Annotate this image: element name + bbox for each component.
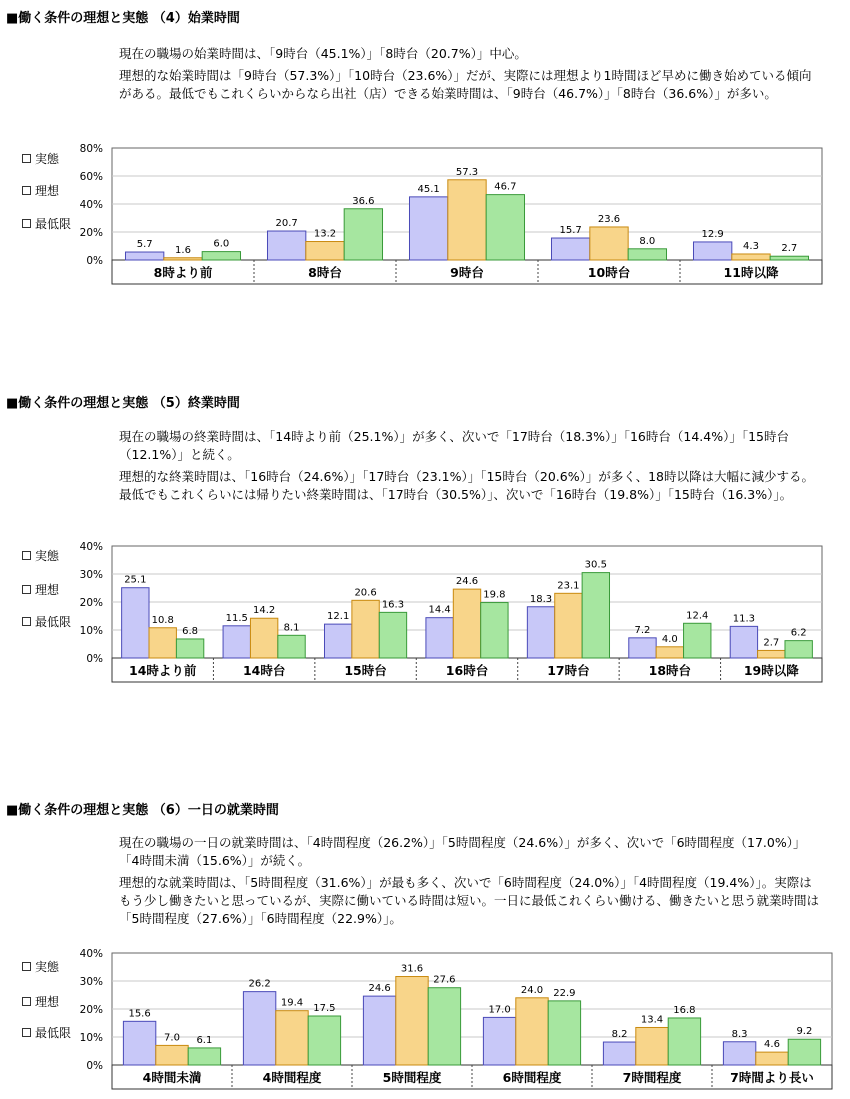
data-label: 1.6 (175, 244, 191, 256)
data-label: 20.6 (354, 587, 377, 599)
data-label: 2.7 (763, 637, 780, 649)
data-label: 24.6 (368, 983, 391, 995)
y-tick-label: 30% (79, 569, 103, 581)
y-tick-label: 0% (86, 255, 103, 267)
data-label: 7.2 (634, 624, 651, 636)
data-label: 8.1 (283, 622, 300, 634)
data-label: 2.7 (781, 243, 798, 255)
data-label: 17.0 (488, 1004, 511, 1016)
y-tick-label: 20% (79, 597, 103, 609)
data-label: 5.7 (136, 239, 153, 251)
legend-label: 理想 (35, 995, 60, 1009)
legend-label: 最低限 (35, 615, 72, 629)
bar (483, 1017, 515, 1065)
category-label: 10時台 (587, 265, 631, 280)
description-paragraph: 現在の職場の始業時間は、「9時台（45.1%）」「8時台（20.7%）」中心。 (119, 46, 527, 61)
legend-label: 実態 (35, 152, 60, 166)
legend-label: 実態 (35, 960, 60, 974)
data-label: 12.4 (686, 610, 709, 622)
y-tick-label: 80% (79, 143, 103, 155)
data-label: 24.0 (520, 984, 544, 996)
legend-label: 最低限 (35, 1026, 72, 1040)
bar (363, 996, 395, 1065)
bar (668, 1018, 700, 1065)
data-label: 7.0 (164, 1032, 180, 1044)
category-label: 8時より前 (153, 265, 213, 280)
category-label: 5時間程度 (382, 1070, 442, 1085)
legend-label: 理想 (35, 184, 60, 198)
category-label: 7時間程度 (622, 1070, 682, 1085)
description-paragraph: 理想的な終業時間は、「16時台（24.6%）」「17時台（23.1%）」「15時台（20.6%）」が多く、18時以降は大幅に減少する。最低でもこれくらいには帰りたい終業時間は、「17時台（30.5%）」、次いで「16時台（19.8%）」「15時台（16.3%）」。 (119, 469, 815, 502)
description-paragraph: 現在の職場の終業時間は、「14時より前（25.1%）」が多く、次いで「17時台（18.3%）」「16時台（14.4%）」「15時台（12.1%）」と続く。 (119, 429, 790, 462)
category-label: 9時台 (450, 265, 484, 280)
bar (636, 1027, 668, 1065)
description-paragraph: 現在の職場の一日の就業時間は、「4時間程度（26.2%）」「5時間程度（24.6%）」が多く、次いで「6時間程度（17.0%）」「4時間未満（15.6%）」が続く。 (119, 835, 806, 868)
category-label: 16時台 (445, 663, 489, 678)
data-label: 6.2 (790, 627, 807, 639)
y-tick-label: 0% (86, 1060, 103, 1072)
y-tick-label: 10% (79, 1032, 103, 1044)
data-label: 16.3 (381, 599, 405, 611)
data-label: 6.8 (182, 625, 199, 637)
data-label: 8.0 (639, 235, 656, 247)
category-label: 8時台 (308, 265, 342, 280)
category-label: 14時より前 (129, 663, 197, 678)
data-label: 25.1 (124, 574, 147, 586)
data-label: 23.6 (597, 213, 621, 225)
section-title: ■働く条件の理想と実態 （5）終業時間 (6, 396, 240, 411)
data-label: 36.6 (352, 195, 375, 207)
data-label: 46.7 (494, 181, 517, 193)
legend-label: 実態 (35, 549, 60, 563)
bar (548, 1001, 580, 1065)
category-label: 19時以降 (743, 663, 799, 678)
bar (123, 1021, 155, 1065)
data-label: 10.8 (151, 614, 174, 626)
data-label: 12.9 (701, 228, 724, 240)
y-tick-label: 0% (86, 653, 103, 665)
data-label: 4.3 (743, 240, 759, 252)
data-label: 12.1 (327, 611, 350, 623)
y-tick-label: 20% (79, 227, 103, 239)
bar (603, 1042, 635, 1065)
category-label: 4時間未満 (142, 1070, 202, 1085)
bar (243, 992, 275, 1065)
category-label: 7時間より長い (730, 1070, 814, 1085)
category-label: 11時以降 (723, 265, 779, 280)
data-label: 23.1 (557, 580, 580, 592)
data-label: 19.8 (483, 589, 506, 601)
data-label: 14.4 (428, 604, 451, 616)
data-label: 11.5 (225, 612, 248, 624)
section-title: ■働く条件の理想と実態 （4）始業時間 (6, 11, 240, 26)
data-label: 45.1 (417, 183, 440, 195)
data-label: 13.4 (640, 1014, 664, 1026)
data-label: 57.3 (455, 166, 479, 178)
data-label: 14.2 (253, 605, 276, 617)
data-label: 19.4 (280, 997, 304, 1009)
data-label: 16.8 (673, 1004, 696, 1016)
data-label: 20.7 (275, 218, 298, 230)
description-paragraph: 理想的な就業時間は、「5時間程度（31.6%）」が最も多く、次いで「6時間程度（24.0%）」「4時間程度（19.4%）」。実際はもう少し働きたいと思っているが、実際に働いている時間は短い。一日に最低これくらい働ける、働きたいと思う就業時間は「5時間程度（27.6%）」「6時間程度（22.9%）」。 (119, 875, 820, 926)
bar (276, 1011, 308, 1065)
category-label: 17時台 (547, 663, 590, 678)
bar (788, 1039, 820, 1065)
category-label: 6時間程度 (502, 1070, 562, 1085)
category-label: 4時間程度 (262, 1070, 322, 1085)
data-label: 4.6 (764, 1039, 780, 1051)
data-label: 27.6 (433, 974, 456, 986)
description-paragraph: 理想的な始業時間は「9時台（57.3%）」「10時台（23.6%）」だが、実際には理想より1時間ほど早めに働き始めている傾向がある。最低でもこれくらいからなら出社（店）できる始業時間は、「9時台（46.7%）」「8時台（36.6%）」が多い。 (119, 68, 812, 101)
data-label: 31.6 (400, 963, 424, 975)
y-tick-label: 40% (79, 541, 103, 553)
bar (723, 1042, 755, 1065)
data-label: 11.3 (732, 613, 756, 625)
data-label: 6.0 (213, 238, 230, 250)
data-label: 9.2 (796, 1026, 813, 1038)
section-title: ■働く条件の理想と実態 （6）一日の就業時間 (6, 803, 279, 818)
category-label: 15時台 (344, 663, 387, 678)
category-label: 18時台 (648, 663, 692, 678)
legend-label: 理想 (35, 583, 60, 597)
data-label: 15.6 (128, 1008, 151, 1020)
bar (428, 988, 460, 1065)
y-tick-label: 40% (79, 199, 103, 211)
bar (156, 1045, 188, 1065)
data-label: 30.5 (584, 559, 607, 571)
data-label: 4.0 (661, 633, 678, 645)
y-tick-label: 40% (79, 948, 103, 960)
bar (308, 1016, 340, 1065)
data-label: 6.1 (196, 1034, 213, 1046)
data-label: 8.2 (611, 1029, 628, 1041)
y-tick-label: 60% (79, 171, 103, 183)
y-tick-label: 10% (79, 625, 103, 637)
data-label: 15.7 (559, 225, 582, 237)
bar (756, 1052, 788, 1065)
bar (396, 977, 428, 1065)
y-tick-label: 30% (79, 976, 103, 988)
data-label: 18.3 (529, 593, 553, 605)
data-label: 26.2 (248, 978, 271, 990)
bar (188, 1048, 220, 1065)
data-label: 13.2 (313, 228, 337, 240)
y-tick-label: 20% (79, 1004, 103, 1016)
data-label: 22.9 (553, 987, 576, 999)
bar (516, 998, 548, 1065)
legend-label: 最低限 (35, 217, 72, 231)
data-label: 24.6 (455, 576, 479, 588)
data-label: 8.3 (731, 1028, 748, 1040)
data-label: 17.5 (313, 1003, 336, 1014)
category-label: 14時台 (242, 663, 286, 678)
